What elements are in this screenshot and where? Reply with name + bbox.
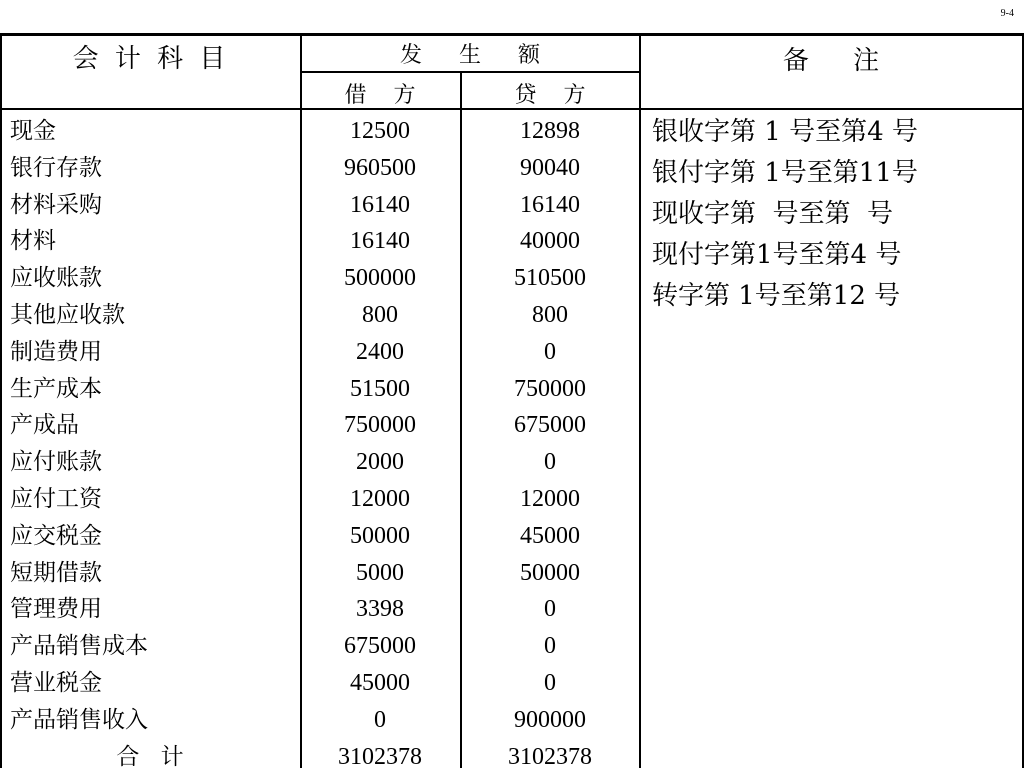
account-name: 营业税金 xyxy=(10,670,102,696)
debit-amount: 800 xyxy=(362,302,398,328)
account-name: 产品销售成本 xyxy=(10,633,148,660)
total-debit: 3102378 xyxy=(338,744,422,770)
table-row xyxy=(0,371,640,408)
remark-line: 银收字第 1 号至第4 号 xyxy=(652,117,918,147)
debit-amount: 2000 xyxy=(356,449,404,476)
debit-amount: 750000 xyxy=(344,412,416,439)
debit-amount: 2400 xyxy=(356,338,404,365)
account-name: 产成品 xyxy=(10,412,79,439)
total-label: 合 计 xyxy=(116,744,184,770)
debit-amount: 960500 xyxy=(344,154,416,181)
credit-amount: 0 xyxy=(544,633,556,660)
remark-line: 银付字第 1号至第11号 xyxy=(652,158,918,188)
table-row xyxy=(0,444,640,481)
credit-amount: 90040 xyxy=(520,154,580,181)
debit-amount: 5000 xyxy=(356,559,404,586)
credit-amount: 12000 xyxy=(520,486,580,512)
debit-amount: 12500 xyxy=(350,118,410,144)
credit-amount: 0 xyxy=(544,338,556,365)
debit-amount: 0 xyxy=(374,706,386,733)
credit-amount: 0 xyxy=(544,670,556,696)
table-row xyxy=(0,518,640,555)
account-name: 银行存款 xyxy=(10,154,102,181)
debit-amount: 16140 xyxy=(350,228,410,255)
debit-amount: 3398 xyxy=(356,596,404,623)
remarks-header: 备 注 xyxy=(782,46,880,76)
account-name: 管理费用 xyxy=(10,596,102,623)
page-number: 9-4 xyxy=(1000,8,1014,19)
total-row xyxy=(0,739,640,776)
table-row xyxy=(0,407,640,444)
credit-amount: 45000 xyxy=(520,522,580,549)
account-name: 现金 xyxy=(10,118,56,144)
table-row xyxy=(0,150,640,187)
table-row xyxy=(0,260,640,297)
debit-amount: 12000 xyxy=(350,486,410,512)
account-name: 生产成本 xyxy=(10,375,102,402)
credit-amount: 750000 xyxy=(514,375,586,402)
debit-amount: 51500 xyxy=(350,375,410,402)
account-name: 制造费用 xyxy=(10,338,102,365)
account-name: 短期借款 xyxy=(10,559,102,586)
table-row xyxy=(0,481,640,518)
amount-header: 发 生 额 xyxy=(400,43,540,68)
total-credit: 3102378 xyxy=(508,744,592,770)
debit-amount: 500000 xyxy=(344,265,416,292)
debit-header: 借 方 xyxy=(344,83,416,108)
table-row xyxy=(0,665,640,702)
table-row xyxy=(0,334,640,371)
account-name: 其他应收款 xyxy=(10,302,125,328)
credit-amount: 510500 xyxy=(514,265,586,292)
table-row xyxy=(0,702,640,739)
account-name: 应交税金 xyxy=(10,522,102,549)
debit-amount: 16140 xyxy=(350,191,410,218)
credit-amount: 16140 xyxy=(520,191,580,218)
debit-amount: 45000 xyxy=(350,670,410,696)
debit-amount: 675000 xyxy=(344,633,416,660)
account-name: 应付账款 xyxy=(10,449,102,476)
remark-line: 现付字第1号至第4 号 xyxy=(652,240,902,270)
table-row xyxy=(0,223,640,260)
table-row xyxy=(0,591,640,628)
credit-amount: 0 xyxy=(544,596,556,623)
table-row xyxy=(0,113,640,150)
account-header: 会 计 科 目 xyxy=(72,44,230,74)
account-name: 产品销售收入 xyxy=(10,706,148,733)
account-name: 应付工资 xyxy=(10,486,102,512)
debit-amount: 50000 xyxy=(350,522,410,549)
subheader-divider xyxy=(300,71,640,73)
account-name: 应收账款 xyxy=(10,265,102,292)
credit-header: 贷 方 xyxy=(514,83,586,108)
remark-line: 现收字第 号至第 号 xyxy=(652,199,894,229)
account-name: 材料采购 xyxy=(10,191,102,218)
table-row xyxy=(0,297,640,334)
credit-amount: 40000 xyxy=(520,228,580,255)
remark-line: 转字第 1号至第12 号 xyxy=(652,281,901,311)
credit-amount: 0 xyxy=(544,449,556,476)
credit-amount: 675000 xyxy=(514,412,586,439)
table-row xyxy=(0,628,640,665)
table-row xyxy=(0,555,640,592)
credit-amount: 800 xyxy=(532,302,568,328)
credit-amount: 900000 xyxy=(514,706,586,733)
remarks-list xyxy=(652,114,918,319)
credit-amount: 12898 xyxy=(520,118,580,144)
table-row xyxy=(0,187,640,224)
credit-amount: 50000 xyxy=(520,559,580,586)
account-name: 材料 xyxy=(10,228,56,255)
